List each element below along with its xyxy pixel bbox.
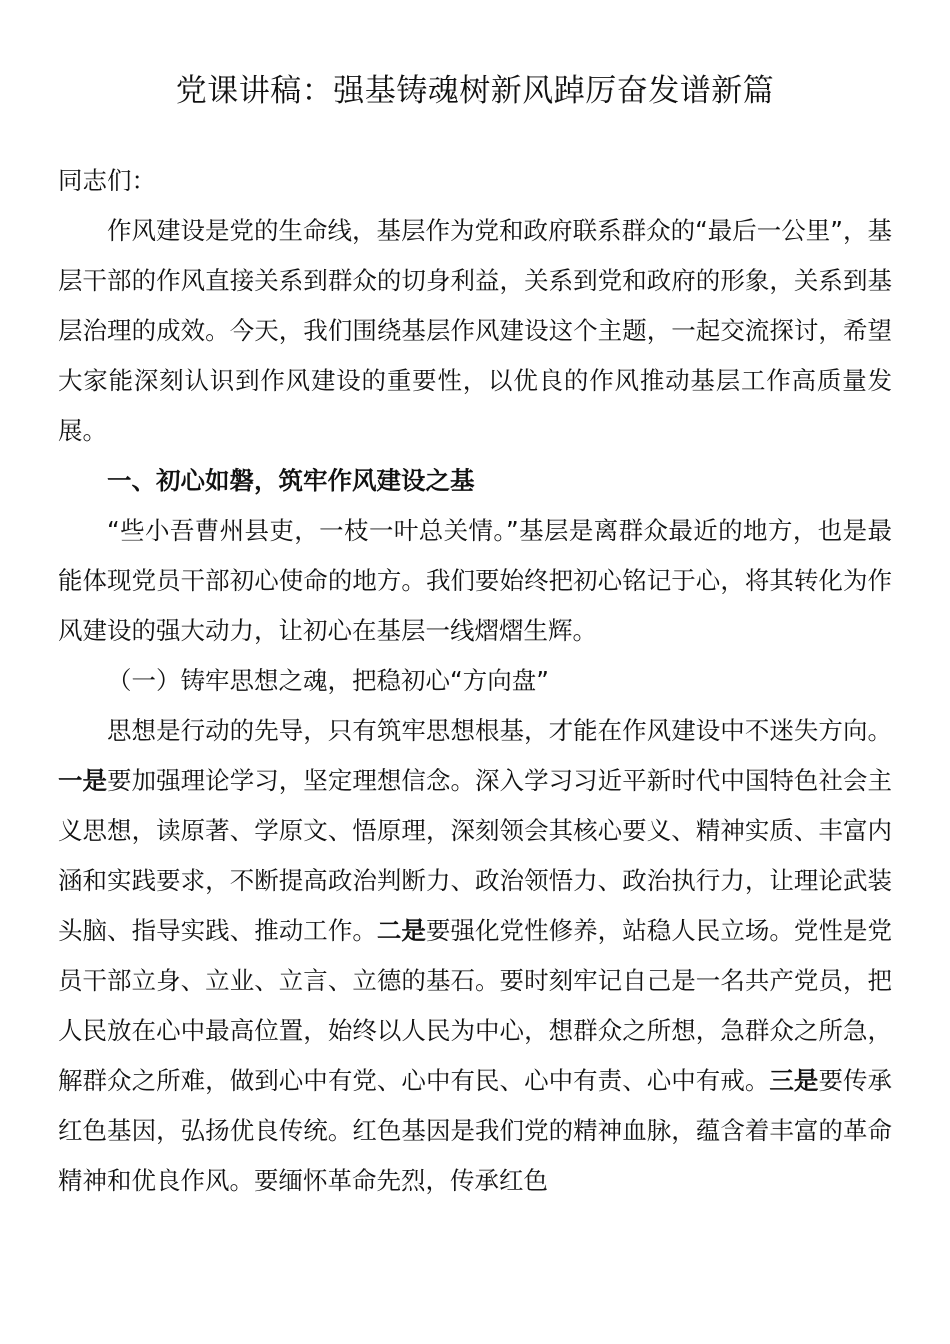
subsection-1-paragraph [58, 706, 892, 1206]
section-heading-1: 一、初心如磐，筑牢作风建设之基 [107, 466, 475, 495]
intro-paragraph: 作风建设是党的生命线，基层作为党和政府联系群众的“最后一公里”，基层干部的作风直接关系到群众的切身利益，关系到党和政府的形象，关系到基层治理的成效。今天，我们围绕基层作风建设这个主题，一起交流探讨，希望大家能深刻认识到作风建设的重要性，以优良的作风推动基层工作高质量发展。 [58, 216, 892, 445]
point-3-label: 三是 [769, 1066, 819, 1095]
point-3-text: 要传承红色基因，弘扬优良传统。红色基因是我们党的精神血脉，蕴含着丰富的革命精神和优良作风。要缅怀革命先烈，传承红色 [58, 1066, 893, 1195]
document-body [58, 156, 892, 1206]
point-1-label: 一是 [58, 766, 108, 795]
subsection-heading-1: （一）铸牢思想之魂，把稳初心“方向盘” [107, 666, 549, 695]
point-2-text: 要强化党性修养，站稳人民立场。党性是党员干部立身、立业、立言、立德的基石。要时刻牢记自己是一名共产党员，把人民放在心中最高位置，始终以人民为中心，想群众之所想，急群众之所急，解群众之所难，做到心中有党、心中有民、心中有责、心中有戒。 [58, 916, 893, 1095]
document-title: 党课讲稿：强基铸魂树新风踔厉奋发谱新篇 [175, 73, 775, 109]
section-1-paragraph: “些小吾曹州县吏，一枝一叶总关情。”基层是离群众最近的地方，也是最能体现党员干部初心使命的地方。我们要始终把初心铭记于心，将其转化为作风建设的强大动力，让初心在基层一线熠熠生辉。 [58, 516, 892, 645]
greeting: 同志们： [58, 166, 156, 195]
point-1-text: 要加强理论学习，坚定理想信念。深入学习习近平新时代中国特色社会主义思想，读原著、学原文、悟原理，深刻领会其核心要义、精神实质、丰富内涵和实践要求，不断提高政治判断力、政治领悟力、政治执行力，让理论武装头脑、指导实践、推动工作。 [58, 766, 892, 945]
subsection-1-intro-text: 思想是行动的先导，只有筑牢思想根基，才能在作风建设中不迷失方向。 [107, 716, 892, 745]
point-2-label: 二是 [376, 916, 426, 945]
